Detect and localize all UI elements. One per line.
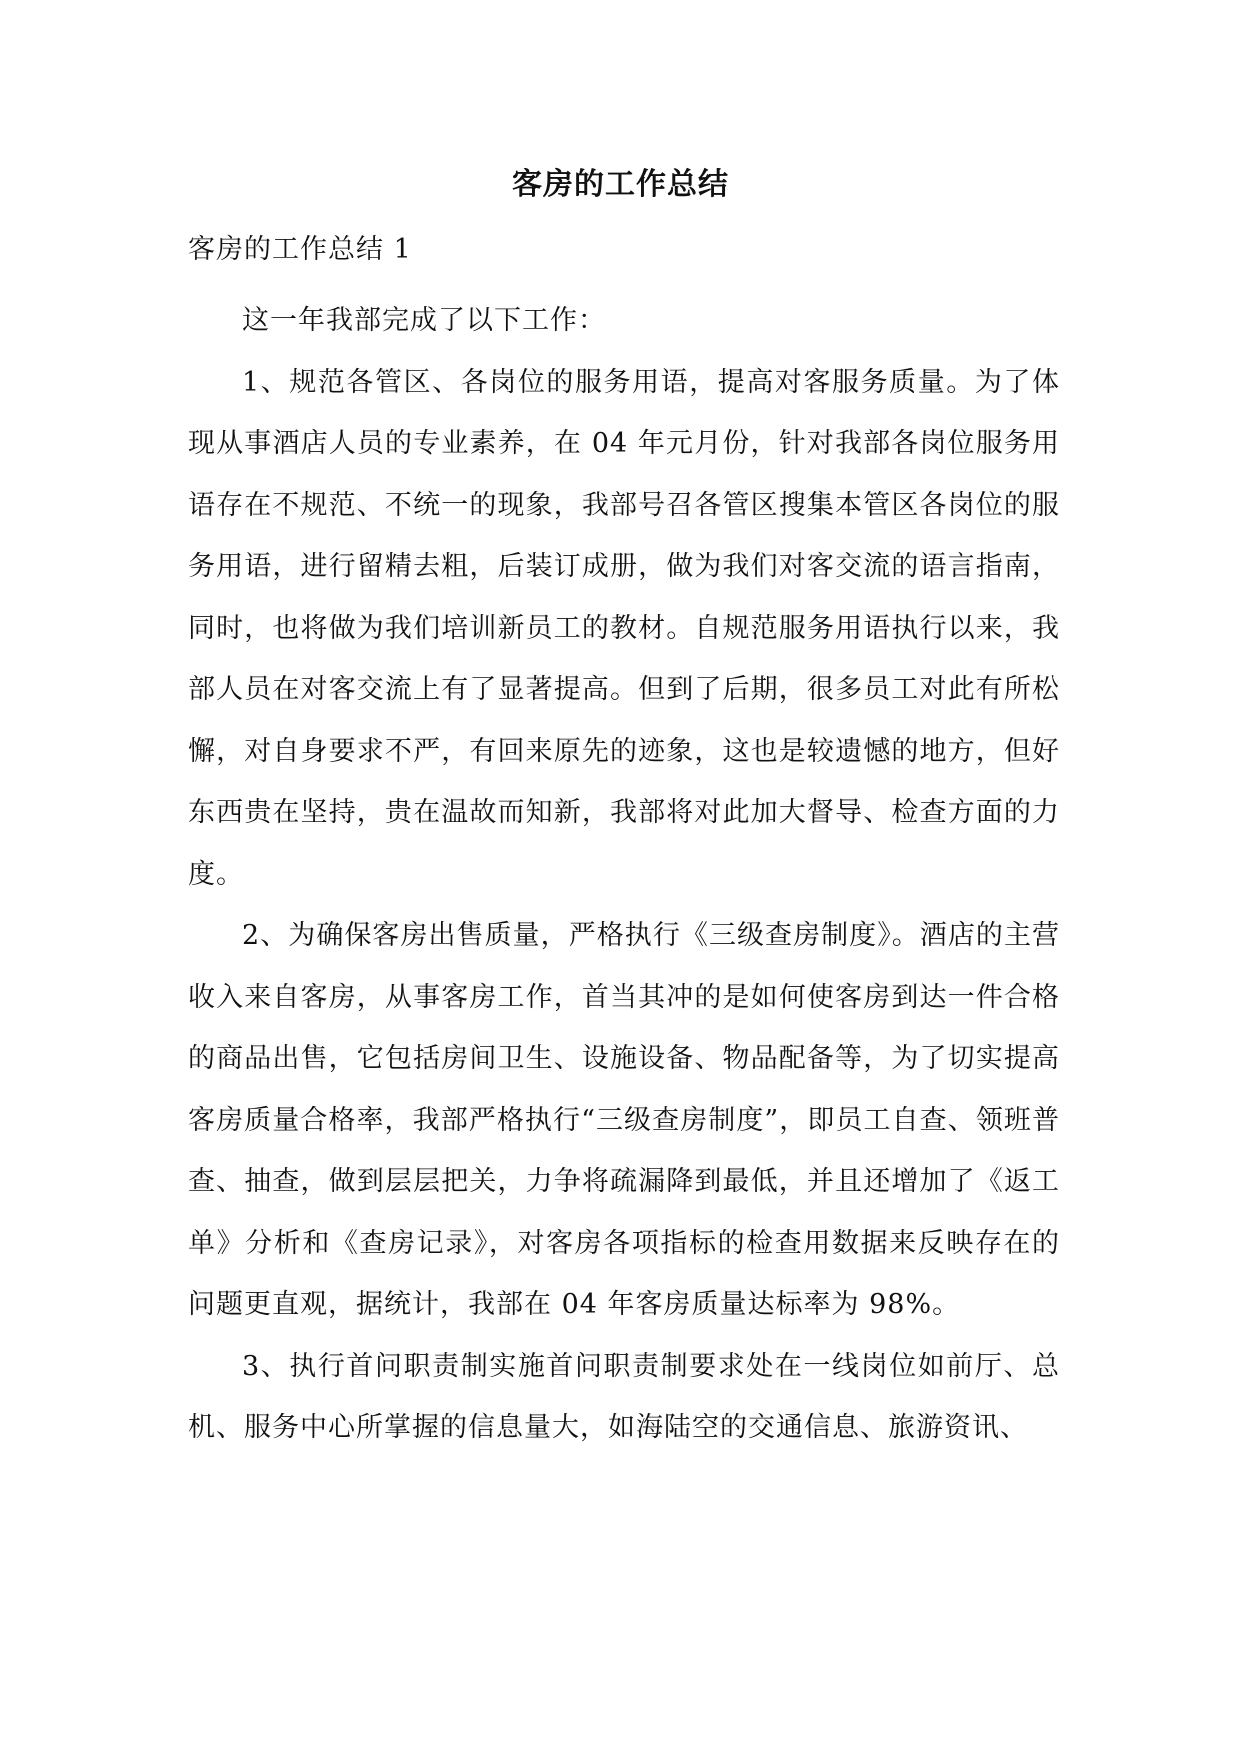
document-subtitle: 客房的工作总结 1: [188, 234, 412, 265]
document-body: [188, 290, 1060, 1459]
paragraph-item-3: 3、执行首问职责制实施首问职责制要求处在一线岗位如前厅、总机、服务中心所掌握的信息量大，如海陆空的交通信息、旅游资讯、: [188, 1350, 1060, 1443]
paragraph-item-1: 1、规范各管区、各岗位的服务用语，提高对客服务质量。为了体现从事酒店人员的专业素养，在 04 年元月份，针对我部各岗位服务用语存在不规范、不统一的现象，我部号召各管区搜集本管区各岗位的服务用语，进行留精去粗，后装订成册，做为我们对客交流的语言指南，同时，也将做为我们培训新员工的教材。自规范服务用语执行以来，我部人员在对客交流上有了显著提高。但到了后期，很多员工对此有所松懈，对自身要求不严，有回来原先的迹象，这也是较遗憾的地方，但好东西贵在坚持，贵在温故而知新，我部将对此加大督导、检查方面的力度。: [188, 366, 1060, 890]
paragraph-item-2: 2、为确保客房出售质量，严格执行《三级查房制度》。酒店的主营收入来自客房，从事客房工作，首当其冲的是如何使客房到达一件合格的商品出售，它包括房间卫生、设施设备、物品配备等，为了切实提高客房质量合格率，我部严格执行“三级查房制度”，即员工自查、领班普查、抽查，做到层层把关，力争将疏漏降到最低，并且还增加了《返工单》分析和《查房记录》，对客房各项指标的检查用数据来反映存在的问题更直观，据统计，我部在 04 年客房质量达标率为 98%。: [188, 920, 1060, 1320]
paragraph-intro: 这一年我部完成了以下工作：: [242, 305, 606, 336]
document-title: 客房的工作总结: [512, 167, 729, 202]
